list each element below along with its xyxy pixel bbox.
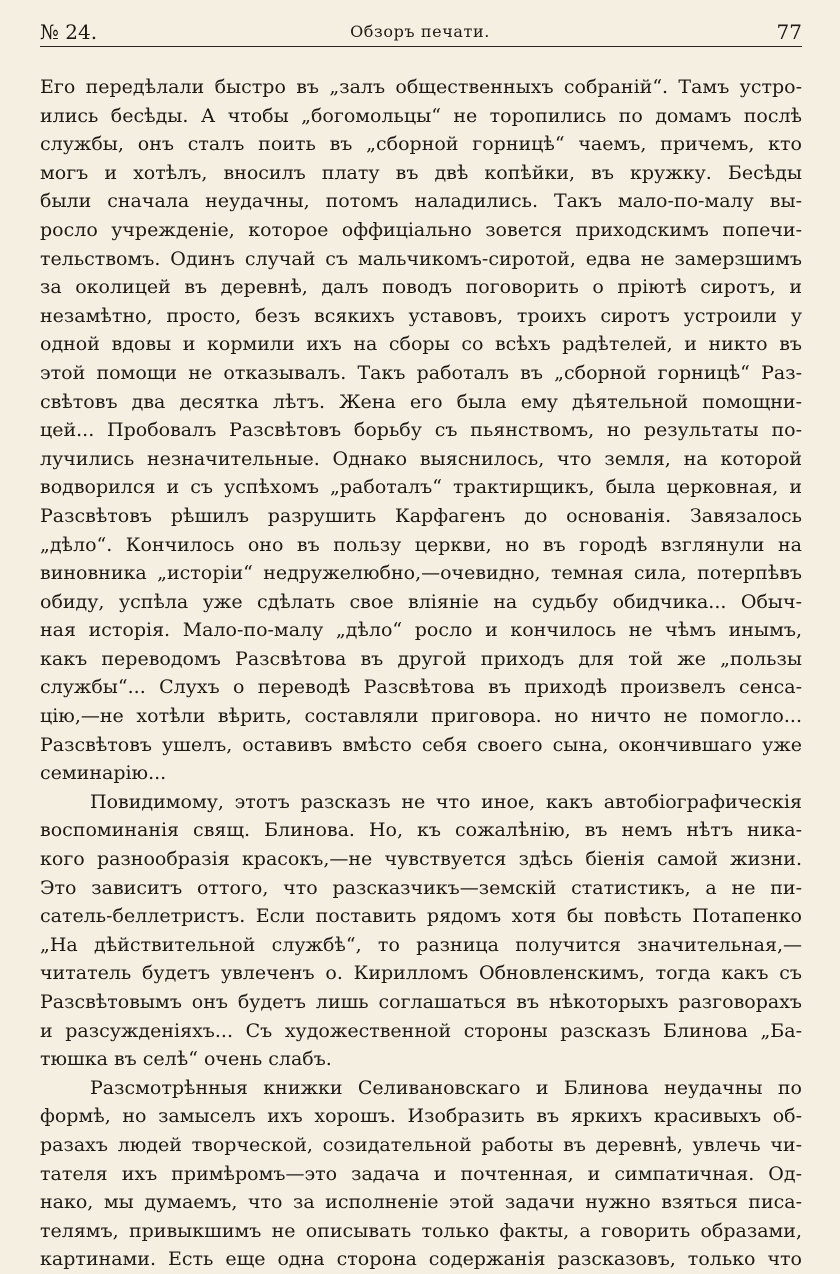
text-line: свѣтовъ два десятка лѣтъ. Жена его была ему дѣятельной помощни-: [40, 390, 802, 413]
running-header: [40, 18, 802, 46]
text-line: ная исторія. Мало-по-малу „дѣло“ росло и кончилось не чѣмъ инымъ,: [40, 619, 802, 642]
text-line: какъ переводомъ Разсвѣтова въ другой приходъ для той же „пользы: [40, 647, 802, 670]
text-line: цей... Пробовалъ Разсвѣтовъ борьбу съ пьянствомъ, но результаты по-: [40, 419, 802, 442]
text-line: за околицей въ деревнѣ, далъ поводъ поговорить о пріютѣ сиротъ, и: [40, 276, 802, 299]
text-line: цію,—не хотѣли вѣрить, составляли приговора. но ничто не помогло...: [40, 705, 802, 728]
text-line: ились бесѣды. А чтобы „богомольцы“ не торопились по домамъ послѣ: [40, 104, 802, 127]
text-line: одной вдовы и кормили ихъ на сборы со всѣхъ радѣтелей, и никто въ: [40, 333, 802, 356]
text-line: могъ и хотѣлъ, вносилъ плату въ двѣ копѣйки, въ кружку. Бесѣды: [40, 161, 802, 184]
body-text: [40, 73, 802, 1274]
paragraph-start-line: Разсмотрѣнныя книжки Селивановскаго и Блинова неудачны по: [90, 1076, 802, 1099]
text-line: незамѣтно, просто, безъ всякихъ уставовъ, троихъ сиротъ устроили у: [40, 304, 802, 327]
text-line: тельствомъ. Одинъ случай съ мальчикомъ-сиротой, едва не замерзшимъ: [40, 247, 802, 270]
text-line: читатель будетъ увлеченъ о. Кирилломъ Обновленскимъ, тогда какъ съ: [40, 962, 802, 985]
text-line: телямъ, привыкшимъ не описывать только факты, а говорить образами,: [40, 1219, 802, 1242]
paragraph-end-line: тюшка въ селѣ“ очень слабъ.: [40, 1048, 332, 1071]
text-line: Это зависитъ оттого, что разсказчикъ—земскій статистикъ, а не пи-: [40, 876, 802, 899]
text-line: и разсужденіяхъ... Съ художественной стороны разсказъ Блинова „Ба-: [40, 1019, 802, 1042]
text-line: нако, мы думаемъ, что за исполненіе этой задачи нужно взяться писа-: [40, 1191, 802, 1214]
text-line: службы, онъ сталъ поить въ „сборной горницѣ“ чаемъ, причемъ, кто: [40, 133, 802, 156]
text-line: службы“... Слухъ о переводѣ Разсвѣтова въ приходѣ произвелъ сенса-: [40, 676, 802, 699]
text-line: Разсвѣтовъ рѣшилъ разрушить Карфагенъ до основанія. Завязалось: [40, 504, 802, 527]
text-line: „дѣло“. Кончилось оно въ пользу церкви, но въ городѣ взглянули на: [40, 533, 802, 556]
text-line: Разсвѣтовъ ушелъ, оставивъ вмѣсто себя своего сына, окончившаго уже: [40, 733, 802, 756]
text-line: виновника „исторіи“ недружелюбно,—очевидно, темная сила, потерпѣвъ: [40, 562, 802, 585]
text-line: „На дѣйствительной службѣ“, то разница получится значительная,—: [40, 933, 802, 956]
text-line: лучились незначительные. Однако выяснилось, что земля, на которой: [40, 447, 802, 470]
text-line: водворился и съ успѣхомъ „работалъ“ трактирщикъ, была церковная, и: [40, 476, 802, 499]
issue-number: № 24.: [40, 20, 98, 44]
text-line: обиду, успѣла уже сдѣлать свое вліяніе на судьбу обидчика... Обыч-: [40, 590, 802, 613]
text-line: Разсвѣтовымъ онъ будетъ лишь соглашаться въ нѣкоторыхъ разговорахъ: [40, 991, 802, 1013]
text-line: воспоминанія свящ. Блинова. Но, къ сожалѣнію, въ немъ нѣтъ ника-: [40, 819, 802, 842]
page-number: 77: [776, 20, 802, 44]
text-line: росло учрежденіе, которое оффиціально зовется приходскимъ попечи-: [40, 218, 802, 241]
text-line: формѣ, но замыселъ ихъ хорошъ. Изобразить въ яркихъ красивыхъ об-: [40, 1105, 802, 1128]
paragraph-start-line: Повидимому, этотъ разсказъ не что иное, какъ автобіографическія: [90, 790, 802, 813]
text-line: тателя ихъ примѣромъ—это задача и почтенная, и симпатичная. Од-: [40, 1162, 802, 1185]
header-rule: [40, 46, 802, 47]
paragraph-end-line: семинарію...: [40, 762, 167, 785]
text-line: были сначала неудачны, потомъ наладились. Такъ мало-по-малу вы-: [40, 190, 802, 213]
text-line: Его передѣлали быстро въ „залъ общественныхъ собраній“. Тамъ устро-: [40, 76, 802, 98]
section-title: Обзоръ печати.: [350, 22, 490, 41]
text-line: сатель-беллетристъ. Если поставить рядомъ хотя бы повѣсть Потапенко: [40, 905, 802, 928]
text-line: кого разнообразія красокъ,—не чувствуется здѣсь біенія самой жизни.: [40, 848, 802, 871]
text-line: разахъ людей творческой, созидательной работы въ деревнѣ, увлечь чи-: [40, 1133, 802, 1156]
text-line: картинами. Есть еще одна сторона содержанія разсказовъ, только что: [40, 1248, 802, 1271]
text-line: этой помощи не отказывалъ. Такъ работалъ въ „сборной горницѣ“ Раз-: [40, 361, 802, 384]
